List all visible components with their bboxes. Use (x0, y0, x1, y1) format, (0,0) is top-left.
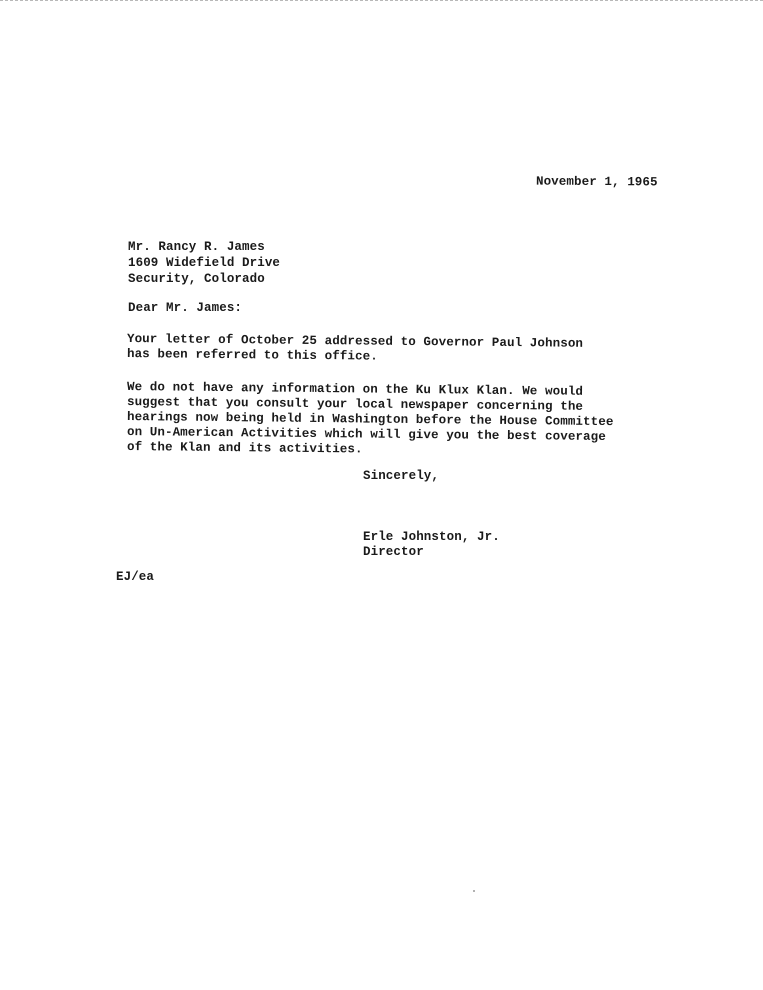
paragraph-2-line: of the Klan and its activities. (126, 440, 363, 457)
page-top-edge (0, 0, 763, 1)
paragraph-2-line: on Un-American Activities which will give you the best coverage (126, 425, 606, 445)
closing: Sincerely, (363, 469, 440, 483)
salutation: Dear Mr. James: (128, 301, 243, 315)
paragraph-1-line: Your letter of October 25 addressed to Governor Paul Johnson (126, 332, 584, 351)
recipient-city: Security, Colorado (128, 272, 265, 286)
typist-initials: EJ/ea (116, 570, 155, 584)
paragraph-1-line: has been referred to this office. (126, 347, 378, 364)
letter-date: November 1, 1965 (535, 174, 658, 190)
paragraph-2-line: suggest that you consult your local newspaper concerning the (126, 395, 584, 414)
signer-name: Erle Johnston, Jr. (363, 530, 500, 544)
paper-speck (473, 890, 475, 892)
paragraph-2-line: hearings now being held in Washington before the House Committee (126, 410, 614, 430)
recipient-name: Mr. Rancy R. James (128, 240, 265, 254)
signer-title: Director (363, 545, 424, 559)
paragraph-2-line: We do not have any information on the Ku Klux Klan. We would (126, 380, 584, 399)
recipient-street: 1609 Widefield Drive (128, 256, 281, 270)
